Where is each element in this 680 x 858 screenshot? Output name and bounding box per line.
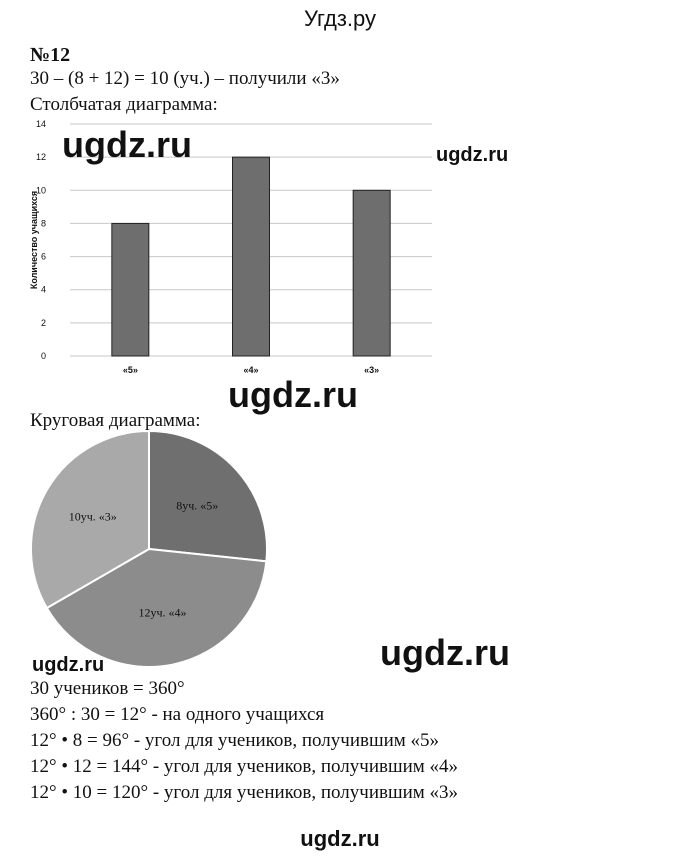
watermark: ugdz.ru [32, 654, 105, 676]
bar [112, 223, 149, 356]
solution-line: 360° : 30 = 12° - на одного учащихся [30, 704, 325, 725]
bar-chart-heading: Столбчатая диаграмма: [30, 94, 218, 115]
y-tick-label: 2 [40, 317, 46, 328]
y-tick-label: 8 [40, 218, 46, 229]
y-tick-label: 6 [40, 251, 46, 262]
y-tick-label: 4 [40, 284, 46, 295]
pie-slice [149, 431, 267, 561]
x-tick-label: «5» [122, 365, 138, 375]
y-tick-label: 14 [35, 119, 46, 129]
y-tick-label: 12 [35, 152, 46, 163]
pie-slice-label: 8уч. «5» [176, 498, 219, 513]
bar [233, 157, 270, 356]
watermark: ugdz.ru [228, 374, 358, 415]
solution-line: 12° • 8 = 96° - угол для учеников, получившим «5» [30, 730, 440, 751]
pie-chart [0, 428, 300, 678]
solution-line: 12° • 12 = 144° - угол для учеников, получившим «4» [30, 756, 459, 777]
calc-line: 30 – (8 + 12) = 10 (уч.) – получили «3» [30, 68, 340, 89]
watermark: ugdz.ru [436, 144, 509, 166]
task-number: №12 [30, 44, 71, 66]
watermark: ugdz.ru [380, 632, 510, 673]
x-tick-label: «3» [364, 365, 380, 375]
y-tick-label: 0 [40, 351, 46, 361]
watermark: ugdz.ru [62, 124, 192, 165]
bar [353, 190, 390, 356]
x-tick-label: «4» [243, 365, 259, 375]
footer-watermark: ugdz.ru [300, 826, 380, 851]
y-axis-label: Количество учащихся [29, 190, 39, 290]
y-tick-label: 10 [35, 185, 46, 196]
pie-slice-label: 10уч. «3» [68, 509, 117, 524]
solution-line: 12° • 10 = 120° - угол для учеников, получившим «3» [30, 782, 459, 803]
pie-slice-label: 12уч. «4» [138, 605, 187, 620]
solution-line: 30 учеников = 360° [30, 678, 185, 699]
pie-chart-heading: Круговая диаграмма: [30, 410, 201, 431]
site-title: Угдз.ру [303, 6, 377, 31]
